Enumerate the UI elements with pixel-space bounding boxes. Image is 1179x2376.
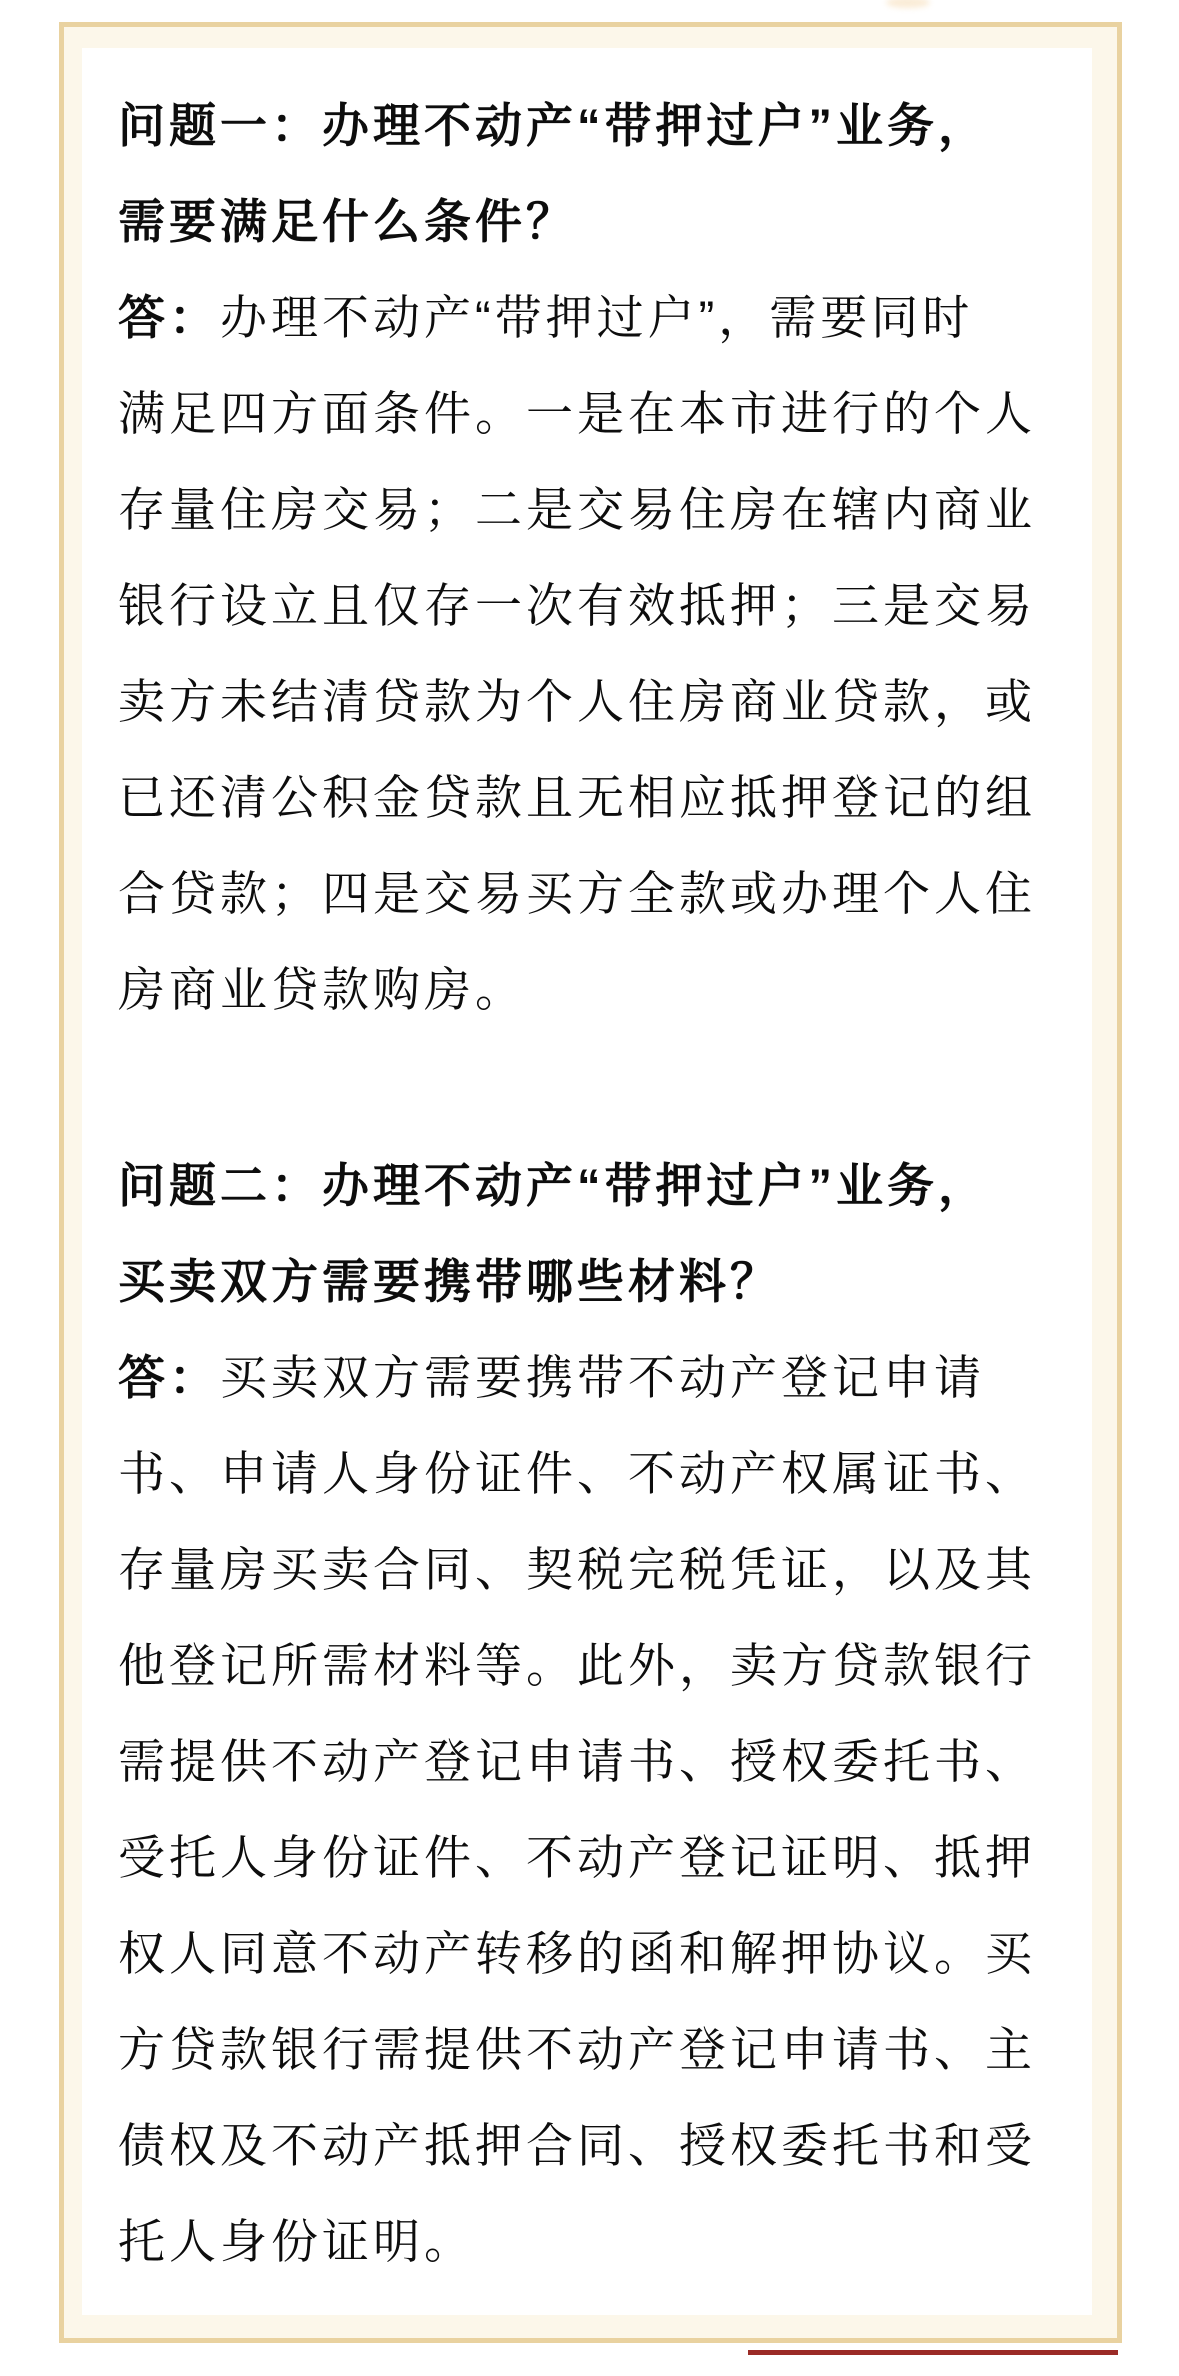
text-line: 权人同意不动产转移的函和解押协议。买 — [118, 1927, 1036, 1980]
text-line: 存量住房交易；二是交易住房在辖内商业 — [118, 483, 1036, 536]
text-line: 存量房买卖合同、契税完税凭证，以及其 — [118, 1543, 1036, 1596]
text-line: 银行设立且仅存一次有效抵押；三是交易 — [118, 579, 1036, 632]
answer-1-label: 答： — [118, 291, 220, 344]
answer-2-first-line — [118, 1330, 1044, 1426]
answer-2-first-line-text: 买卖双方需要携带不动产登记申请 — [220, 1351, 985, 1404]
text-line: 房商业贷款购房。 — [118, 963, 526, 1016]
text-line: 他登记所需材料等。此外，卖方贷款银行 — [118, 1639, 1036, 1692]
text-line: 问题二：办理不动产“带押过户”业务， — [118, 1159, 989, 1212]
text-line: 买卖双方需要携带哪些材料？ — [118, 1255, 781, 1308]
text-line: 受托人身份证件、不动产登记证明、抵押 — [118, 1831, 1036, 1884]
text-line: 已还清公积金贷款且无相应抵押登记的组 — [118, 771, 1036, 824]
answer-2-paragraph — [118, 1330, 1044, 2290]
red-divider-line — [748, 2350, 1118, 2355]
text-line: 方贷款银行需提供不动产登记申请书、主 — [118, 2023, 1036, 2076]
qa-section-1 — [118, 78, 1044, 1038]
answer-1-first-line — [118, 270, 1044, 366]
text-line: 债权及不动产抵押合同、授权委托书和受 — [118, 2119, 1036, 2172]
text-line: 卖方未结清贷款为个人住房商业贷款，或 — [118, 675, 1036, 728]
text-line: 需要满足什么条件？ — [118, 195, 577, 248]
text-line: 合贷款；四是交易买方全款或办理个人住 — [118, 867, 1036, 920]
text-line: 需提供不动产登记申请书、授权委托书、 — [118, 1735, 1036, 1788]
answer-1-lines — [118, 366, 1044, 1038]
text-line: 满足四方面条件。一是在本市进行的个人 — [118, 387, 1036, 440]
answer-2-lines — [118, 1426, 1044, 2290]
text-line: 托人身份证明。 — [118, 2215, 475, 2268]
question-1-heading — [118, 78, 1044, 270]
text-line: 问题一：办理不动产“带押过户”业务， — [118, 99, 989, 152]
cropped-decoration-remnant — [886, 0, 930, 8]
question-2-heading — [118, 1138, 1044, 1330]
content-card — [82, 48, 1092, 2315]
text-line: 书、申请人身份证件、不动产权属证书、 — [118, 1447, 1036, 1500]
answer-2-label: 答： — [118, 1351, 220, 1404]
answer-1-first-line-text: 办理不动产“带押过户”，需要同时 — [220, 291, 974, 344]
qa-section-2 — [118, 1138, 1044, 2290]
answer-1-paragraph — [118, 270, 1044, 1038]
decorative-frame — [59, 22, 1122, 2343]
